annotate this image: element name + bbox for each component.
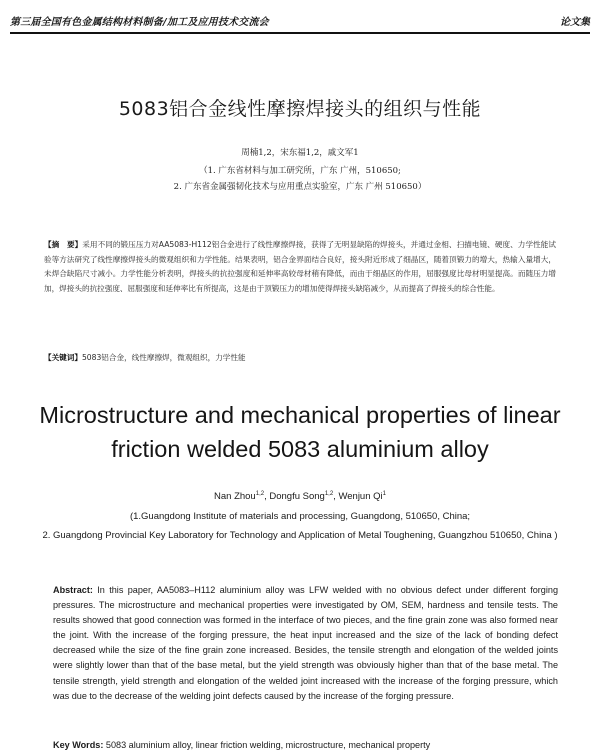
author-affiliation-mark: 1,2 [255,491,265,497]
chinese-keywords-body: 5083铝合金，线性摩擦焊，微观组织，力学性能 [81,353,246,362]
author-name: Nan Zhou [214,491,256,503]
chinese-affiliation-2: 2. 广东省金属强韧化技术与应用重点实验室，广东 广州 510650） [173,182,427,192]
conference-title: 第三届全国有色金属结构材料制备/加工及应用技术交流会 [10,17,269,28]
english-abstract [53,583,558,704]
chinese-authors: 周楠1,2，宋东福1,2，戚文军1 [241,148,359,158]
chinese-keywords [44,352,556,363]
english-affiliation-1: (1.Guangdong Institute of materials and processing, Guangdong, 510650, China; [129,511,471,522]
author-affiliation-mark: 1,2 [324,491,334,497]
chinese-title: 5083铝合金线性摩擦焊接头的组织与性能 [118,98,482,120]
english-keywords-body: 5083 aluminium alloy, linear friction welding, microstructure, mechanical property [105,740,431,750]
chinese-abstract-label: 【摘 要】 [44,240,83,249]
section-label: 论文集 [560,17,590,28]
english-title-line-2: friction welded 5083 aluminium alloy [111,436,489,462]
chinese-abstract [44,238,556,296]
running-header [10,6,590,30]
author-affiliation-mark: 1 [382,491,386,497]
header-rule [10,32,590,34]
english-authors: Nan Zhou$^{1,2}$, Dongfu Song$^{1,2}$, Wenjun Qi$^1$ [214,491,386,503]
english-title [20,398,580,466]
english-abstract-label: Abstract: [53,585,93,595]
chinese-keywords-label: 【关键词】 [44,353,82,362]
english-abstract-body: In this paper, AA5083–H112 aluminium alloy was LFW welded with no obvious defect under different forging pressures. The microstructure and mechanical properties were investigated by OM, SEM, hardness and tensile tests. The results showed that good connection was formed in the interface of two pieces, and the fine grain zone was also formed near the joint. With the increase of the forging pressure, the heat input increased and the size of the lack of bonding defect decreased while the size of the fine grain zone increased. Besides, the tensile strength and elongation of the welded joints were slightly lower than that of the base metal, but the yield strength was obviously higher than that of the base metal. The tensile strength, yield strength and elongation of the welded joint increased with the increase of the forging pressure, which was due to the decrease of the welding joint defects caused by the increase of the forging pressure. [53,585,559,701]
author-name: Dongfu Song [269,491,325,503]
english-keywords [53,740,558,750]
english-title-line-1: Microstructure and mechanical properties of linear [39,402,561,428]
chinese-abstract-body: 采用不同的锻压压力对AA5083-H112铝合金进行了线性摩擦焊接，获得了无明显缺陷的焊接头，并通过金相、扫描电镜、硬度、力学性能试验等方法研究了线性摩擦焊接头的微观组织和力学性能。结果表明，铝合金界面结合良好，接头附近形成了细晶区，随着顶锻力的增大，热输入量增大，未焊合缺陷尺寸减小。力学性能分析表明，焊接头的抗拉强度和延伸率高较母材稍有降低，而由于细晶区的作用，屈服强度比母材明显提高。而随压力增加，焊接头的抗拉强度、屈服强度和延伸率比有所提高，这是由于顶锻压力的增加使得焊接头缺陷减少，从而提高了焊接头的综合性能。 [44,240,556,293]
chinese-affiliation-1: （1. 广东省材料与加工研究所，广东 广州，510650; [199,166,401,176]
english-affiliation-2: 2. Guangdong Provincial Key Laboratory for Technology and Application of Metal Toughening, Guangzhou 510650, China ) [42,530,558,541]
english-keywords-label: Key Words: [53,740,104,750]
author-name: Wenjun Qi [338,491,383,503]
